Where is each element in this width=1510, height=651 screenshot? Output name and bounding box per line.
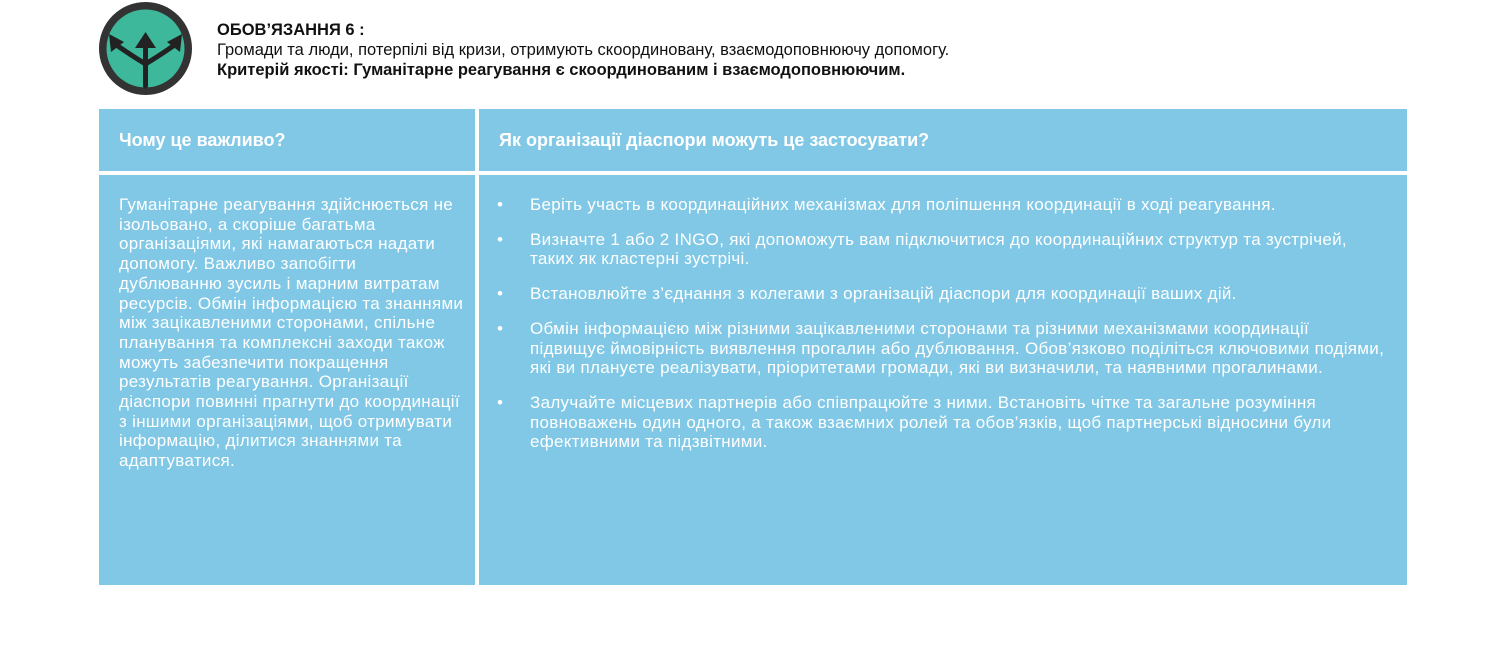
list-item bbox=[479, 195, 1407, 215]
commitment-title: ОБОВ’ЯЗАННЯ 6 : bbox=[217, 21, 365, 39]
arrows-diverging-icon bbox=[99, 2, 192, 95]
list-item-text: Встановлюйте з’єднання з колегами з організацій діаспори для координації ваших дій. bbox=[530, 284, 1237, 304]
how-cell bbox=[479, 175, 1407, 585]
list-item bbox=[479, 284, 1407, 304]
list-item bbox=[479, 319, 1407, 378]
bullet-marker: • bbox=[497, 318, 504, 338]
list-item-text: Визначте 1 або 2 INGO, які допоможуть вам підключитися до координаційних структур та зустрічей, таких як кластерні зустрічі. bbox=[530, 229, 1347, 269]
list-item bbox=[479, 230, 1407, 269]
list-item bbox=[479, 393, 1407, 452]
commitment-header bbox=[217, 20, 1417, 80]
bullet-marker: • bbox=[497, 284, 504, 304]
why-text: Гуманітарне реагування здійснюється не ізольовано, а скоріше багатьма організаціями, які намагаються надати допомогу. Важливо запобігти дублюванню зусиль і марним витратам ресурсів. Обмін інформацією та знаннями між зацікавленими сторонами, спільне планування та комплексні заходи також можуть забезпечити покращення результатів реагування. Організації діаспори повинні прагнути до координації з іншими організаціями, щоб отримувати інформацію, ділитися знаннями та адаптуватися. bbox=[119, 195, 464, 471]
column-header-why: Чому це важливо? bbox=[99, 109, 475, 171]
bullet-marker: • bbox=[497, 195, 504, 214]
how-list bbox=[479, 195, 1407, 467]
commitment-subtitle: Громади та люди, потерпілі від кризи, отримують скоординовану, взаємодоповнюючу допомогу. bbox=[217, 41, 950, 59]
column-header-how: Як організації діаспори можуть це застосувати? bbox=[479, 109, 1407, 171]
commitment-table bbox=[99, 109, 1407, 585]
bullet-marker: • bbox=[497, 229, 504, 249]
list-item-text: Обмін інформацією між різними зацікавленими сторонами та різними механізмами координації підвищує ймовірність виявлення прогалин або дублювання. Обов’язково поділіться ключовими подіями, які ви плануєте реалізувати, пріоритетами громади, які ви визначили, та наявними прогалинами. bbox=[530, 318, 1385, 378]
list-item-text: Залучайте місцевих партнерів або співпрацюйте з ними. Встановіть чітке та загальне розуміння повноважень один одного, а також взаємних ролей та обов’язків, щоб партнерські відносини були ефективними та підзвітними. bbox=[530, 392, 1332, 452]
bullet-marker: • bbox=[497, 392, 504, 412]
why-cell bbox=[99, 175, 475, 585]
list-item-text: Беріть участь в координаційних механізмах для поліпшення координації в ході реагування. bbox=[530, 195, 1276, 214]
quality-criterion: Критерій якості: Гуманітарне реагування є скоординованим і взаємодоповнюючим. bbox=[217, 61, 906, 79]
